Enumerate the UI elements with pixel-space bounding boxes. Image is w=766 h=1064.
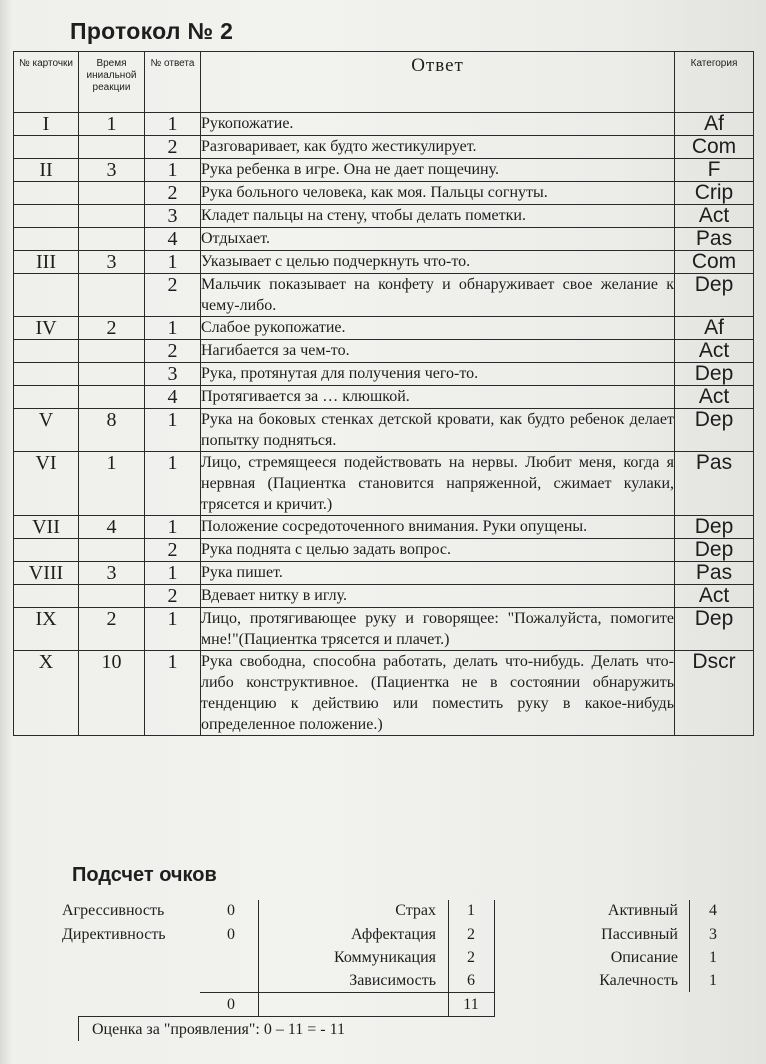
cell-answer-text: Слабое рукопожатие.: [201, 317, 675, 340]
score-divider-left: [258, 900, 259, 1016]
table-row: [14, 136, 754, 159]
cell-reaction-time: 4: [79, 516, 145, 539]
score-label-fear: Страх: [395, 902, 436, 919]
score-label-aggression: Агрессивность: [62, 902, 165, 919]
score-label-description: Описание: [610, 949, 678, 966]
cell-answer-text: Разговаривает, как будто жестикулирует.: [201, 136, 675, 159]
cell-answer-number: 2: [145, 182, 201, 205]
cell-answer-text: Мальчик показывает на конфету и обнаруживает свое желание к чему-либо.: [201, 274, 675, 317]
table-row: [14, 409, 754, 452]
scoring-title: Подсчет очков: [72, 864, 217, 886]
score-value-crippling: 1: [709, 972, 717, 989]
cell-reaction-time: 8: [79, 409, 145, 452]
cell-card-number: I: [14, 113, 79, 136]
cell-answer-text: Рука поднята с целью задать вопрос.: [201, 539, 675, 562]
cell-answer-number: 1: [145, 516, 201, 539]
cell-answer-text: Лицо, протягивающее руку и говорящее: "Пожалуйста, помогите мне!"(Пациентка трясется и плачет.): [201, 608, 675, 651]
cell-card-number: IV: [14, 317, 79, 340]
cell-answer-text: Отдыхает.: [201, 228, 675, 251]
cell-reaction-time: 1: [79, 113, 145, 136]
score-value-active: 4: [709, 902, 717, 919]
cell-card-number: [14, 363, 79, 386]
score-total-rule: [200, 992, 495, 993]
cell-reaction-time: 2: [79, 317, 145, 340]
cell-card-number: [14, 274, 79, 317]
cell-answer-number: 1: [145, 409, 201, 452]
table-row: [14, 651, 754, 736]
score-label-dependence: Зависимость: [349, 972, 436, 989]
cell-category: Af: [675, 317, 754, 340]
protocol-body: [14, 113, 754, 736]
cell-answer-text: Кладет пальцы на стену, чтобы делать пометки.: [201, 205, 675, 228]
cell-answer-number: 2: [145, 539, 201, 562]
cell-reaction-time: 3: [79, 562, 145, 585]
cell-reaction-time: [79, 228, 145, 251]
score-value-communication: 2: [467, 949, 475, 966]
cell-card-number: II: [14, 159, 79, 182]
cell-reaction-time: [79, 585, 145, 608]
cell-answer-text: Рука, протянутая для получения чего-то.: [201, 363, 675, 386]
cell-answer-text: Рука пишет.: [201, 562, 675, 585]
table-row: [14, 539, 754, 562]
cell-answer-text: Нагибается за чем-то.: [201, 340, 675, 363]
cell-answer-number: 1: [145, 159, 201, 182]
cell-answer-text: Рука на боковых стенках детской кровати, как будто ребенок делает попытку подняться.: [201, 409, 675, 452]
cell-answer-text: Рука больного человека, как моя. Пальцы согнуты.: [201, 182, 675, 205]
header-card-number: № карточки: [14, 52, 79, 113]
cell-reaction-time: [79, 205, 145, 228]
cell-category: Pas: [675, 562, 754, 585]
cell-category: Dscr: [675, 651, 754, 736]
score-label-passive: Пассивный: [601, 926, 678, 943]
score-formula-left-border: [78, 1016, 79, 1041]
cell-reaction-time: 1: [79, 452, 145, 516]
cell-answer-number: 4: [145, 386, 201, 409]
cell-category: Act: [675, 585, 754, 608]
score-value-aggression: 0: [227, 902, 235, 919]
table-row: [14, 317, 754, 340]
table-row: [14, 386, 754, 409]
score-value-dependence: 6: [467, 972, 475, 989]
score-value-directivity: 0: [227, 926, 235, 943]
score-middle-total: 11: [463, 996, 479, 1013]
header-answer-number: № ответа: [145, 52, 201, 113]
cell-category: Dep: [675, 409, 754, 452]
cell-reaction-time: [79, 274, 145, 317]
score-divider-far-right: [689, 900, 690, 992]
cell-card-number: [14, 340, 79, 363]
cell-card-number: V: [14, 409, 79, 452]
score-label-active: Активный: [607, 902, 678, 919]
cell-answer-text: Лицо, стремящееся подействовать на нервы. Любит меня, когда я нервная (Пациентка становится напряженной, сжимает кулаки, трясется и кричит.): [201, 452, 675, 516]
cell-answer-number: 2: [145, 136, 201, 159]
protocol-table: [13, 51, 754, 736]
cell-card-number: [14, 182, 79, 205]
cell-reaction-time: [79, 539, 145, 562]
cell-answer-text: Протягивается за … клюшкой.: [201, 386, 675, 409]
score-value-fear: 1: [467, 902, 475, 919]
cell-reaction-time: 3: [79, 251, 145, 274]
score-label-directivity: Директивность: [62, 926, 166, 943]
cell-reaction-time: [79, 340, 145, 363]
cell-category: Com: [675, 251, 754, 274]
table-row: [14, 113, 754, 136]
cell-category: Dep: [675, 516, 754, 539]
table-row: [14, 274, 754, 317]
score-value-affectation: 2: [467, 926, 475, 943]
header-category: Категория: [675, 52, 754, 113]
table-row: [14, 182, 754, 205]
cell-category: Dep: [675, 539, 754, 562]
cell-category: Crip: [675, 182, 754, 205]
cell-reaction-time: [79, 386, 145, 409]
cell-answer-number: 2: [145, 585, 201, 608]
cell-category: Act: [675, 340, 754, 363]
table-row: [14, 251, 754, 274]
score-divider-right: [494, 900, 495, 1016]
cell-category: Dep: [675, 608, 754, 651]
cell-card-number: X: [14, 651, 79, 736]
cell-answer-number: 4: [145, 228, 201, 251]
table-row: [14, 228, 754, 251]
cell-answer-number: 2: [145, 274, 201, 317]
table-row: [14, 363, 754, 386]
table-row: [14, 562, 754, 585]
cell-category: Pas: [675, 452, 754, 516]
cell-answer-text: Вдевает нитку в иглу.: [201, 585, 675, 608]
cell-answer-text: Рука свободна, способна работать, делать что-нибудь. Делать что-либо конструктивное. (Пациентка не в состоянии обнаружить тенденцию к действию или поместить руку в какое-нибудь определенное положение.): [201, 651, 675, 736]
cell-reaction-time: 2: [79, 608, 145, 651]
score-label-communication: Коммуникация: [333, 949, 436, 966]
cell-card-number: [14, 136, 79, 159]
cell-answer-text: Указывает с целью подчеркнуть что-то.: [201, 251, 675, 274]
cell-answer-number: 3: [145, 205, 201, 228]
cell-card-number: [14, 539, 79, 562]
table-row: [14, 340, 754, 363]
cell-category: Act: [675, 386, 754, 409]
cell-category: Af: [675, 113, 754, 136]
cell-card-number: IX: [14, 608, 79, 651]
cell-answer-number: 1: [145, 562, 201, 585]
cell-card-number: [14, 228, 79, 251]
score-label-affectation: Аффектация: [350, 926, 436, 943]
score-divider-middle: [448, 900, 449, 1016]
score-left-total: 0: [227, 996, 235, 1013]
cell-reaction-time: [79, 136, 145, 159]
cell-reaction-time: 10: [79, 651, 145, 736]
table-row: [14, 608, 754, 651]
header-answer: Ответ: [201, 52, 675, 113]
score-formula: Оценка за "проявления": 0 – 11 = - 11: [92, 1021, 346, 1038]
cell-reaction-time: [79, 182, 145, 205]
cell-answer-number: 1: [145, 452, 201, 516]
table-row: [14, 452, 754, 516]
cell-reaction-time: 3: [79, 159, 145, 182]
score-formula-rule: [78, 1016, 495, 1017]
cell-card-number: [14, 386, 79, 409]
cell-card-number: VIII: [14, 562, 79, 585]
cell-answer-number: 1: [145, 651, 201, 736]
cell-answer-number: 2: [145, 340, 201, 363]
cell-card-number: III: [14, 251, 79, 274]
cell-category: Dep: [675, 363, 754, 386]
cell-card-number: [14, 205, 79, 228]
cell-category: Dep: [675, 274, 754, 317]
cell-card-number: [14, 585, 79, 608]
cell-answer-number: 3: [145, 363, 201, 386]
table-header-row: [14, 52, 754, 113]
cell-answer-text: Рука ребенка в игре. Она не дает пощечину.: [201, 159, 675, 182]
cell-answer-number: 1: [145, 317, 201, 340]
cell-category: Pas: [675, 228, 754, 251]
score-value-description: 1: [709, 949, 717, 966]
table-row: [14, 205, 754, 228]
score-value-passive: 3: [709, 926, 717, 943]
table-row: [14, 159, 754, 182]
cell-card-number: VI: [14, 452, 79, 516]
cell-category: Act: [675, 205, 754, 228]
table-row: [14, 516, 754, 539]
header-reaction-time: Время иниальной реакции: [79, 52, 145, 113]
table-row: [14, 585, 754, 608]
cell-answer-number: 1: [145, 251, 201, 274]
score-label-crippling: Калечность: [599, 972, 678, 989]
cell-reaction-time: [79, 363, 145, 386]
cell-answer-number: 1: [145, 608, 201, 651]
cell-category: F: [675, 159, 754, 182]
cell-card-number: VII: [14, 516, 79, 539]
protocol-title: Протокол № 2: [70, 18, 234, 44]
cell-answer-number: 1: [145, 113, 201, 136]
cell-answer-text: Рукопожатие.: [201, 113, 675, 136]
cell-category: Com: [675, 136, 754, 159]
cell-answer-text: Положение сосредоточенного внимания. Руки опущены.: [201, 516, 675, 539]
